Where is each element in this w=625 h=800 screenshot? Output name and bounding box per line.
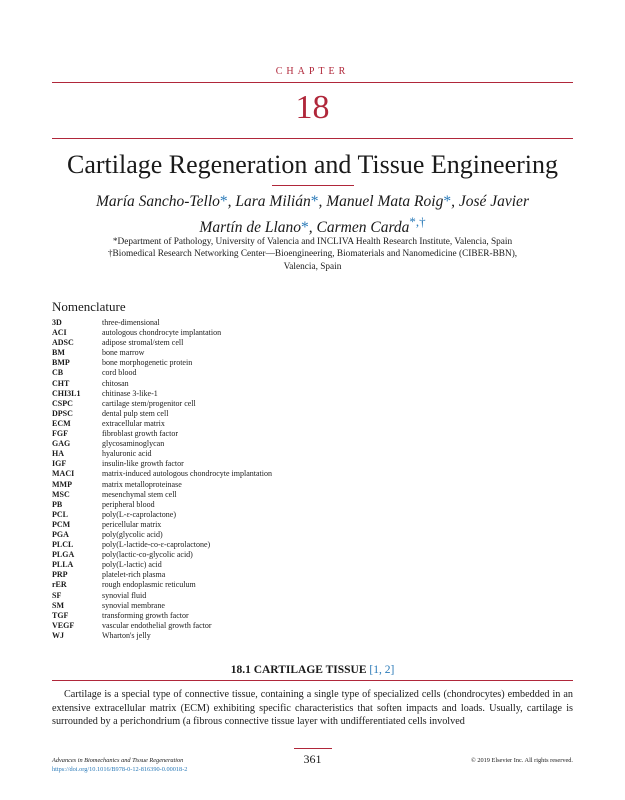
citation-link[interactable]: [1, 2] (369, 664, 395, 676)
nomenclature-list (52, 318, 452, 641)
nomenclature-definition: synovial fluid (102, 590, 147, 600)
author-name: María Sancho-Tello (96, 193, 220, 210)
nomenclature-abbr: HA (52, 449, 64, 459)
nomenclature-row (52, 621, 452, 631)
nomenclature-definition: cartilage stem/progenitor cell (102, 398, 196, 408)
nomenclature-definition: matrix-induced autologous chondrocyte implantation (102, 469, 272, 479)
nomenclature-row (52, 429, 452, 439)
nomenclature-row (52, 318, 452, 328)
nomenclature-abbr: MACI (52, 469, 75, 479)
nomenclature-row (52, 449, 452, 459)
doi-link[interactable]: https://doi.org/10.1016/B978-0-12-816390-0.00018-2 (52, 766, 188, 773)
nomenclature-definition: mesenchymal stem cell (102, 489, 177, 499)
chapter-rule-bottom (52, 138, 573, 139)
author-name: Carmen Carda (316, 219, 410, 237)
nomenclature-row (52, 530, 452, 540)
nomenclature-definition: rough endoplasmic reticulum (102, 580, 196, 590)
nomenclature-definition: fibroblast growth factor (102, 429, 178, 439)
nomenclature-abbr: CSPC (52, 398, 73, 408)
author-separator: , (227, 193, 236, 210)
nomenclature-definition: cord blood (102, 368, 137, 378)
nomenclature-row (52, 631, 452, 641)
affiliation-3: Valencia, Spain (283, 262, 342, 272)
author-name: Manuel Mata Roig (326, 193, 444, 210)
nomenclature-row (52, 520, 452, 530)
nomenclature-abbr: CHI3L1 (52, 388, 81, 398)
nomenclature-row (52, 591, 452, 601)
nomenclature-row (52, 570, 452, 580)
nomenclature-definition: autologous chondrocyte implantation (102, 328, 222, 338)
nomenclature-abbr: MSC (52, 489, 70, 499)
nomenclature-row (52, 439, 452, 449)
affiliation-link[interactable]: * (301, 219, 309, 237)
author-separator: , (318, 193, 327, 210)
nomenclature-row (52, 550, 452, 560)
nomenclature-abbr: PLLA (52, 560, 74, 570)
nomenclature-abbr: PGA (52, 529, 69, 539)
nomenclature-definition: poly(lactic-co-glycolic acid) (102, 550, 193, 560)
page-number: 361 (303, 752, 322, 766)
nomenclature-abbr: ACI (52, 328, 67, 338)
nomenclature-definition: transforming growth factor (102, 610, 189, 620)
nomenclature-definition: insulin-like growth factor (102, 459, 184, 469)
nomenclature-definition: platelet-rich plasma (102, 570, 166, 580)
nomenclature-definition: vascular endothelial growth factor (102, 620, 212, 630)
title-underline (272, 185, 354, 186)
affiliation-link[interactable]: * (443, 193, 452, 210)
author-separator: , (308, 219, 317, 237)
section-title: 18.1 CARTILAGE TISSUE (230, 664, 367, 676)
nomenclature-abbr: BMP (52, 358, 70, 368)
author-name: Lara Milián (235, 193, 311, 210)
nomenclature-definition: matrix metalloproteinase (102, 479, 182, 489)
nomenclature-row (52, 419, 452, 429)
chapter-label: CHAPTER (275, 66, 350, 77)
nomenclature-definition: synovial membrane (102, 600, 165, 610)
nomenclature-row (52, 399, 452, 409)
nomenclature-row (52, 490, 452, 500)
nomenclature-definition: dental pulp stem cell (102, 408, 169, 418)
nomenclature-definition: poly(L-ε-caprolactone) (102, 509, 176, 519)
nomenclature-abbr: PRP (52, 570, 68, 580)
nomenclature-row (52, 500, 452, 510)
nomenclature-abbr: PCM (52, 519, 71, 529)
nomenclature-definition: poly(glycolic acid) (102, 529, 163, 539)
section-rule (52, 680, 573, 681)
author-list (60, 192, 565, 238)
nomenclature-abbr: VEGF (52, 620, 75, 630)
nomenclature-abbr: PCL (52, 509, 68, 519)
nomenclature-definition: pericellular matrix (102, 519, 162, 529)
book-title: Advances in Biomechanics and Tissue Regeneration (52, 757, 184, 764)
nomenclature-definition: three-dimensional (102, 318, 160, 327)
nomenclature-abbr: GAG (52, 439, 71, 449)
nomenclature-abbr: TGF (52, 610, 69, 620)
nomenclature-definition: glycosaminoglycan (102, 439, 165, 449)
nomenclature-abbr: MMP (52, 479, 72, 489)
nomenclature-abbr: IGF (52, 459, 67, 469)
nomenclature-row (52, 480, 452, 490)
nomenclature-definition: extracellular matrix (102, 418, 165, 428)
nomenclature-abbr: PLCL (52, 540, 74, 550)
chapter-title: Cartilage Regeneration and Tissue Engineering (66, 150, 558, 179)
nomenclature-row (52, 540, 452, 550)
nomenclature-definition: peripheral blood (102, 499, 155, 509)
nomenclature-row (52, 510, 452, 520)
nomenclature-abbr: CHT (52, 378, 70, 388)
nomenclature-row (52, 389, 452, 399)
nomenclature-definition: bone marrow (102, 348, 145, 358)
nomenclature-definition: bone morphogenetic protein (102, 358, 193, 368)
nomenclature-definition: poly(L-lactide-co-ε-caprolactone) (102, 540, 211, 550)
nomenclature-abbr: 3D (52, 318, 62, 327)
nomenclature-abbr: BM (52, 348, 65, 358)
affiliation-link[interactable]: * (310, 193, 319, 210)
chapter-number: 18 (295, 89, 330, 126)
nomenclature-abbr: SF (52, 590, 62, 600)
nomenclature-abbr: FGF (52, 429, 68, 439)
nomenclature-definition: chitinase 3-like-1 (102, 388, 158, 398)
nomenclature-row (52, 459, 452, 469)
nomenclature-abbr: PB (52, 499, 63, 509)
nomenclature-abbr: rER (52, 580, 67, 590)
nomenclature-row (52, 379, 452, 389)
nomenclature-abbr: DPSC (52, 408, 73, 418)
affiliation-link[interactable]: * (219, 193, 228, 210)
author-name: José Javier (458, 193, 529, 210)
nomenclature-definition: poly(L-lactic) acid (102, 560, 162, 570)
nomenclature-row (52, 358, 452, 368)
nomenclature-row (52, 409, 452, 419)
author-name: Martín de Llano (199, 219, 302, 237)
nomenclature-definition: hyaluronic acid (102, 449, 152, 459)
nomenclature-abbr: CB (52, 368, 64, 378)
footer-rule (294, 748, 332, 749)
section-heading (0, 663, 625, 677)
nomenclature-row (52, 560, 452, 570)
affiliation-1: *Department of Pathology, University of Valencia and INCLIVA Health Research Institute, Valencia, Spain (112, 237, 513, 247)
nomenclature-row (52, 580, 452, 590)
nomenclature-row (52, 601, 452, 611)
nomenclature-definition: adipose stromal/stem cell (102, 338, 184, 348)
nomenclature-abbr: SM (52, 600, 64, 610)
nomenclature-row (52, 328, 452, 338)
chapter-rule-top (52, 82, 573, 83)
nomenclature-definition: chitosan (102, 378, 129, 388)
nomenclature-heading: Nomenclature (52, 299, 126, 314)
author-separator: , (451, 193, 459, 210)
nomenclature-row (52, 338, 452, 348)
affiliation-link[interactable]: *,† (409, 214, 426, 229)
nomenclature-abbr: PLGA (52, 550, 75, 560)
nomenclature-abbr: ECM (52, 418, 71, 428)
nomenclature-row (52, 469, 452, 479)
nomenclature-abbr: WJ (52, 630, 64, 640)
nomenclature-row (52, 611, 452, 621)
nomenclature-row (52, 368, 452, 378)
copyright: © 2019 Elsevier Inc. All rights reserved. (470, 757, 573, 764)
affiliation-2: †Biomedical Research Networking Center—Bioengineering, Biomaterials and Nanomedicine (CIBER-BBN), (107, 249, 518, 259)
nomenclature-row (52, 348, 452, 358)
body-paragraph: Cartilage is a special type of connective tissue, containing a single type of specialized cells (chondrocytes) embedded in an extensive extracellular matrix (ECM) exhibiting specific characteristics that soften impacts and loads. Usually, cartilage is surrounded by a perichondrium (a fibrous connective tissue layer with undifferentiated cells involved (52, 689, 573, 728)
nomenclature-definition: Wharton's jelly (102, 630, 151, 640)
nomenclature-abbr: ADSC (52, 338, 74, 348)
